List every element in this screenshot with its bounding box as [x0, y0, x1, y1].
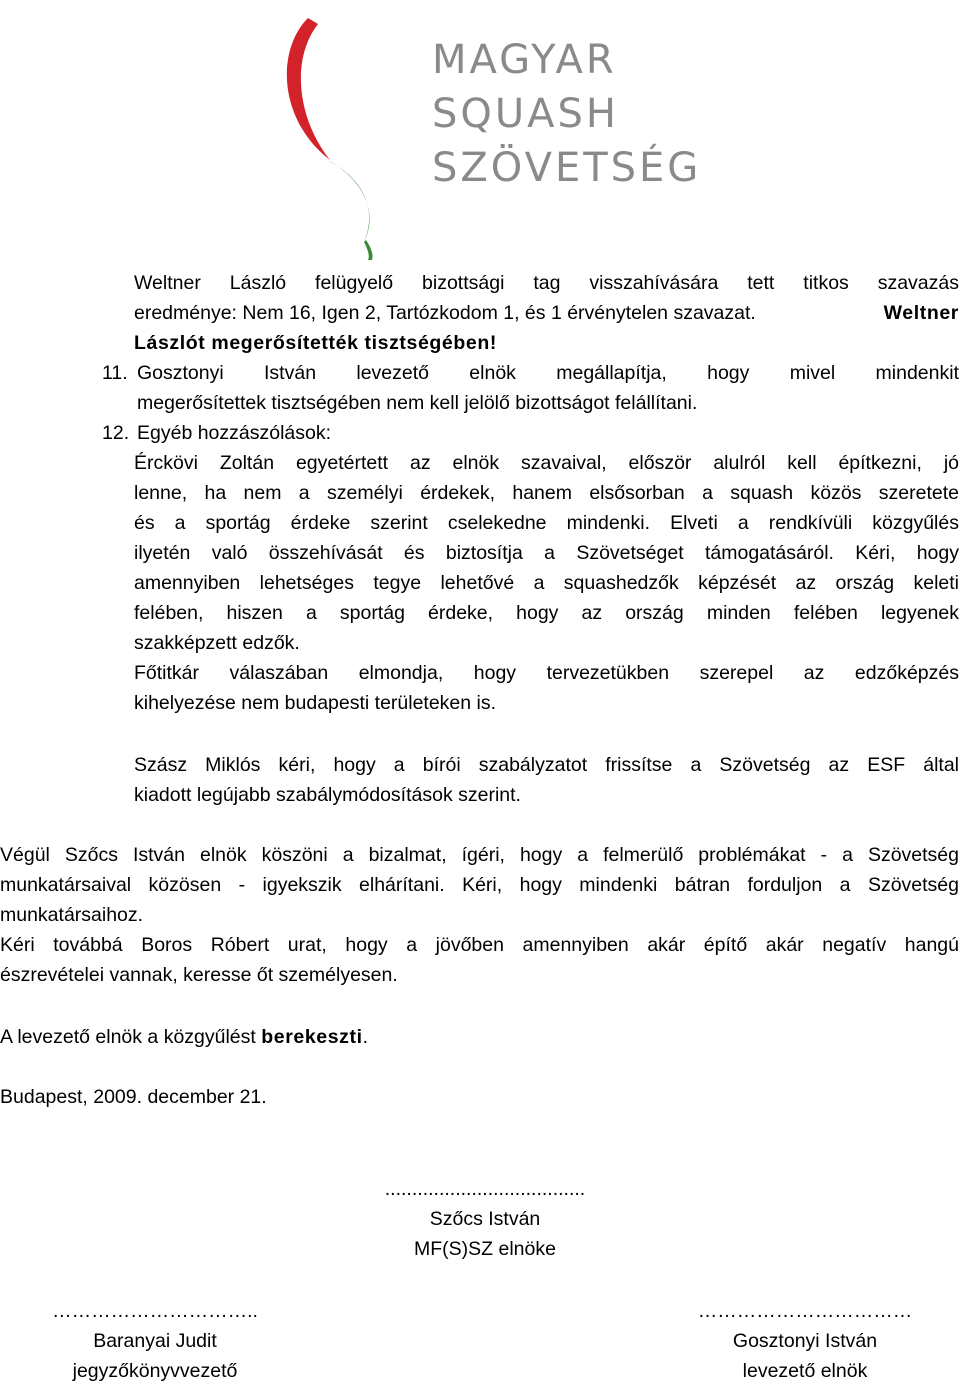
logo-text-magyar: MAGYAR	[432, 37, 617, 83]
signature-right-title: levezető elnök	[742, 1360, 868, 1382]
signature-main-dots: .....................................	[384, 1178, 586, 1200]
item-12-line: amennyiben lehetséges tegye lehetővé a squashedzők képzését az ország keleti	[134, 572, 959, 594]
vote-result-bold: Weltner	[883, 302, 959, 324]
vote-result-text: eredménye: Nem 16, Igen 2, Tartózkodom 1, és 1 érvénytelen szavazat.	[134, 302, 756, 324]
signature-right-name: Gosztonyi István	[732, 1330, 878, 1352]
vote-conclusion: Lászlót megerősítették tisztségében!	[134, 332, 497, 354]
signature-main-title: MF(S)SZ elnöke	[414, 1238, 556, 1260]
closing-line-1: Végül Szőcs István elnök köszöni a bizalmat, ígéri, hogy a felmerülő problémákat - a Szövetség	[0, 844, 959, 866]
closing-line-4: Kéri továbbá Boros Róbert urat, hogy a jövőben amennyiben akár építő akár negatív hangú	[0, 934, 959, 956]
item-12-line: Főtitkár válaszában elmondja, hogy tervezetükben szerepel az edzőképzés	[134, 662, 959, 684]
closing-statement-period: .	[362, 1026, 369, 1048]
closing-line-2: munkatársaival közösen - igyekszik elhárítani. Kéri, hogy mindenki bátran forduljon a Szövetség	[0, 874, 959, 896]
closing-line-5: észrevételei vannak, keresse őt személyesen.	[0, 964, 398, 986]
item-12-line: és a sportág érdeke szerint cselekedne mindenki. Elveti a rendkívüli közgyűlés	[134, 512, 959, 534]
item-11-number: 11.	[102, 362, 128, 384]
closing-statement	[0, 1022, 368, 1052]
item-12-title: Egyéb hozzászólások:	[137, 422, 332, 444]
logo-text-squash: SQUASH	[432, 91, 619, 137]
closing-statement-bold: berekeszti	[261, 1026, 363, 1048]
item-12-line: Érckövi Zoltán egyetértett az elnök szavaival, először alulról kell építkezni, jó	[134, 452, 959, 474]
signature-left-name: Baranyai Judit	[93, 1330, 217, 1352]
item-12-line: kihelyezése nem budapesti területeken is.	[134, 692, 497, 714]
item-12-number: 12.	[102, 422, 130, 444]
signature-right-dots: ……………………………	[697, 1300, 913, 1322]
federation-logo	[268, 10, 708, 260]
closing-line-3: munkatársaihoz.	[0, 904, 144, 926]
logo-text-szovetseg: SZÖVETSÉG	[432, 145, 702, 191]
item-12-line: szakképzett edzők.	[134, 632, 300, 654]
item-12-line: lenne, ha nem a személyi érdekek, hanem elsősorban a squash közös szeretete	[134, 482, 959, 504]
vote-text-line-2	[134, 298, 959, 328]
signature-left-title: jegyzőkönyvvezető	[72, 1360, 238, 1382]
signature-main-name: Szőcs István	[429, 1208, 541, 1230]
vote-text-line-1: Weltner László felügyelő bizottsági tag visszahívására tett titkos szavazás	[134, 272, 959, 294]
item-12-line: ilyetén való összehívását és biztosítja a Szövetséget támogatásáról. Kéri, hogy	[134, 542, 959, 564]
szasz-line-2: kiadott legújabb szabálymódosítások szerint.	[134, 784, 521, 806]
signature-left-dots: …………………………..	[52, 1300, 258, 1322]
logo-swoosh-icon	[268, 10, 418, 260]
szasz-line-1: Szász Miklós kéri, hogy a bírói szabályzatot frissítse a Szövetség az ESF által	[134, 754, 959, 776]
item-11-line-2: megerősítettek tisztségében nem kell jelölő bizottságot felállítani.	[137, 392, 698, 414]
item-12-line: felében, hiszen a sportág érdeke, hogy az ország minden felében legyenek	[134, 602, 959, 624]
place-date: Budapest, 2009. december 21.	[0, 1086, 267, 1108]
item-11-line-1: Gosztonyi István levezető elnök megállapítja, hogy mivel mindenkit	[137, 362, 959, 384]
closing-statement-text: A levezető elnök a közgyűlést	[0, 1026, 256, 1048]
